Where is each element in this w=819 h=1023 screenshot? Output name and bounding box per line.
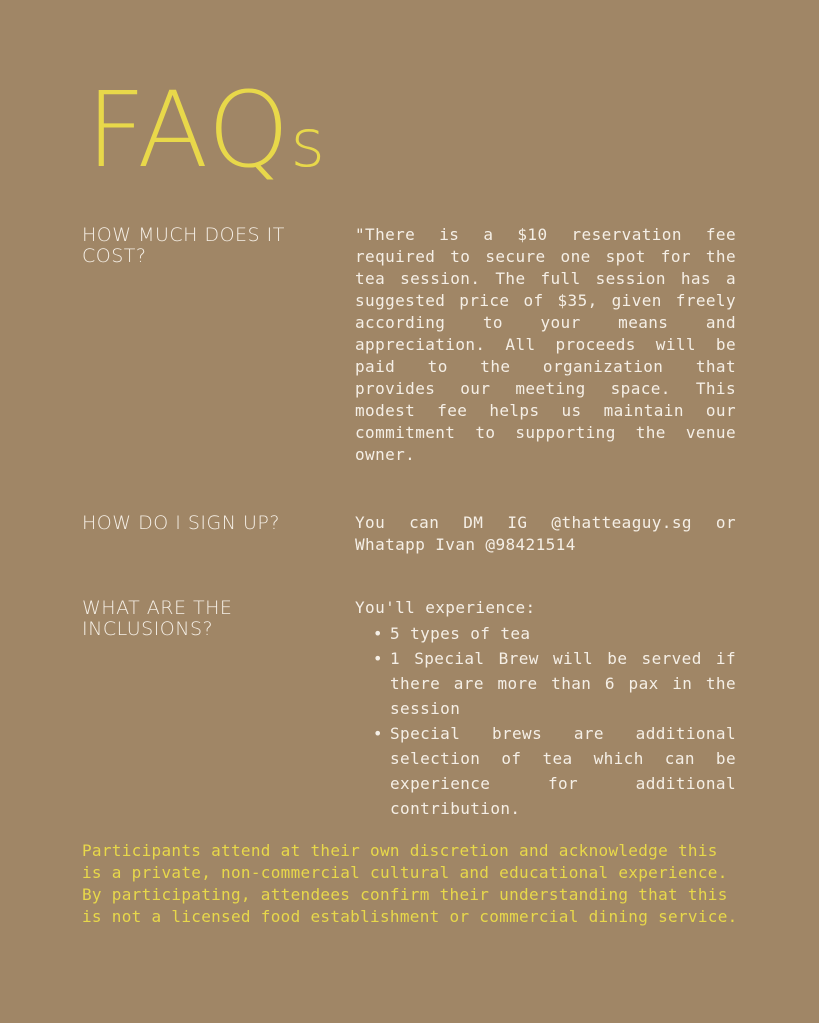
inclusions-list xyxy=(355,621,736,821)
page-title-tail: s xyxy=(290,105,326,182)
faq-answer-inclusions xyxy=(355,597,736,821)
faq-answer-signup: You can DM IG @thatteaguy.sg or Whatapp Ivan @98421514 xyxy=(355,513,736,554)
faq-question-signup: HOW DO I SIGN UP? xyxy=(82,512,280,534)
page-title xyxy=(86,69,326,191)
page-title-main: FAQ xyxy=(86,69,291,191)
bullet-icon: • xyxy=(373,649,383,668)
bullet-icon: • xyxy=(373,724,383,743)
list-item xyxy=(355,646,736,721)
faq-question-inclusions: WHAT ARE THE INCLUSIONS? xyxy=(82,597,233,640)
disclaimer-text: Participants attend at their own discretion and acknowledge this is a private, non-commercial cultural and educational experience. By participating, attendees confirm their understanding that this is not a licensed food establishment or commercial dining service. xyxy=(82,841,738,926)
list-item-text: 5 types of tea xyxy=(390,624,531,643)
list-item xyxy=(355,621,736,646)
faq-answer-cost: "There is a $10 reservation fee required to secure one spot for the tea session. The full session has a suggested price of $35, given freely according to your means and appreciation. All proceeds will be paid to the organization that provides our meeting space. This modest fee helps us maintain our commitment to supporting the venue owner. xyxy=(355,225,736,464)
inclusions-intro: You'll experience: xyxy=(355,598,536,617)
list-item xyxy=(355,721,736,821)
list-item-text: 1 Special Brew will be served if there are more than 6 pax in the session xyxy=(390,649,736,718)
faq-question-cost: HOW MUCH DOES IT COST? xyxy=(82,224,285,267)
list-item-text: Special brews are additional selection of tea which can be experience for additional contribution. xyxy=(390,724,736,818)
bullet-icon: • xyxy=(373,624,383,643)
